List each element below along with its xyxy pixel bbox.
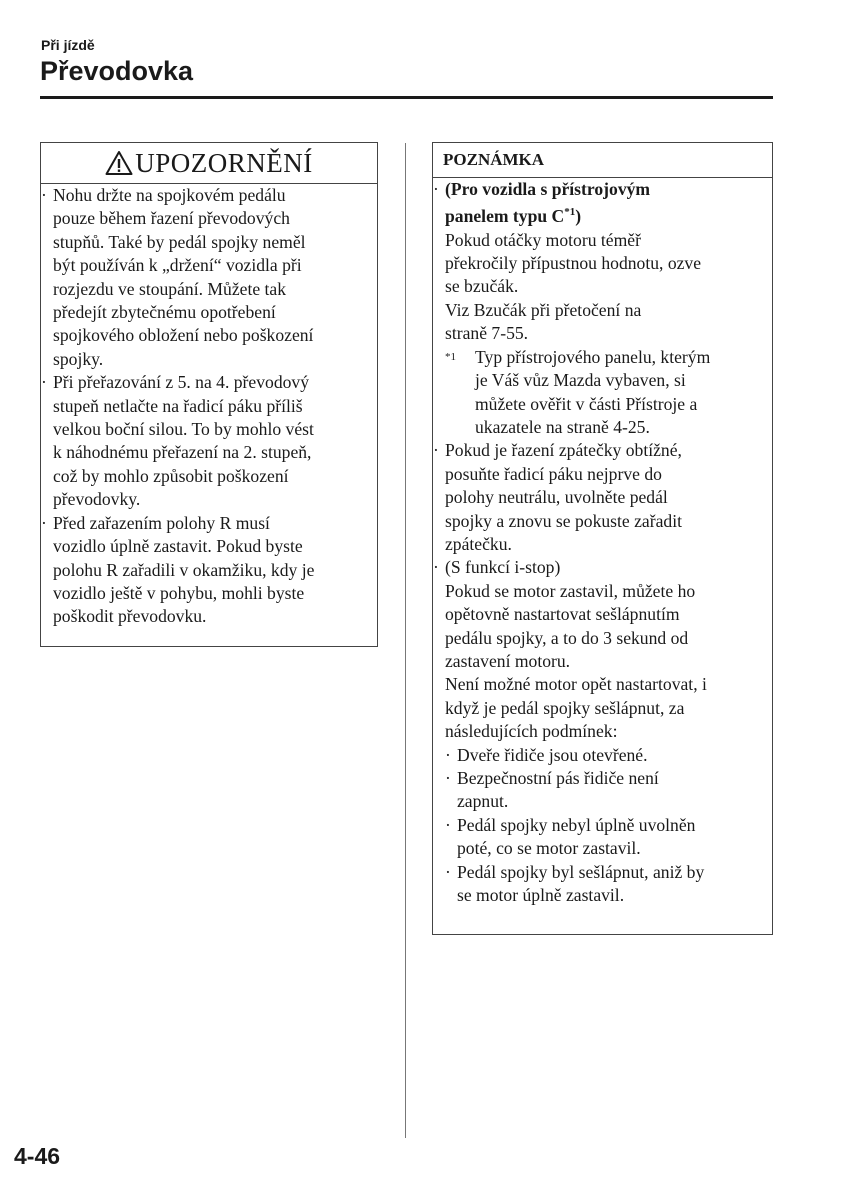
note-item-2	[433, 439, 772, 556]
note-line: zpátečku.	[445, 533, 512, 554]
footnote-line: je Váš vůz Mazda vybaven, si	[475, 370, 686, 391]
note-bold-line	[445, 201, 772, 228]
warning-line: stupňů. Také by pedál spojky neměl	[53, 231, 306, 252]
note-line: následujících podmínek:	[445, 721, 618, 742]
note-subline: · Dveře řidiče jsou otevřené.	[457, 744, 648, 765]
warning-line: předejít zbytečnému opotřebení	[53, 302, 276, 323]
note-item-1	[433, 178, 772, 439]
footnote-mark-text: *1	[445, 350, 456, 363]
section-label: Při jízdě	[41, 37, 95, 53]
page-number: 4-46	[14, 1143, 61, 1169]
warning-triangle-icon	[105, 150, 133, 176]
note-bold-text: panelem typu C	[445, 206, 565, 227]
warning-item-3	[41, 512, 377, 629]
footnote-ref: *1	[564, 206, 576, 219]
warning-title: UPOZORNĚNÍ	[135, 147, 313, 178]
header-rule	[40, 96, 773, 99]
note-bold-line: · (Pro vozidla s přístrojovým	[445, 179, 651, 199]
note-line: Pokud se motor zastavil, můžete ho	[445, 580, 696, 601]
note-line: posuňte řadicí páku nejprve do	[445, 463, 662, 484]
warning-line: · Nohu držte na spojkovém pedálu	[53, 185, 286, 205]
note-line: se bzučák.	[445, 276, 519, 297]
note-bold-text: )	[575, 206, 582, 227]
note-line: Není možné motor opět nastartovat, i	[445, 674, 707, 695]
note-line: · Pokud je řazení zpátečky obtížné,	[445, 440, 682, 461]
warning-line: polohu R zařadili v okamžiku, kdy je	[53, 559, 315, 580]
note-line: překročily přípustnou hodnotu, ozve	[445, 253, 702, 274]
page-title: Převodovka	[40, 56, 194, 86]
warning-header	[41, 143, 377, 184]
note-line: Pokud otáčky motoru téměř	[445, 229, 641, 250]
warning-line: stupeň netlačte na řadicí páku příliš	[53, 395, 303, 416]
note-subline: poté, co se motor zastavil.	[457, 838, 641, 859]
note-line: · (S funkcí i-stop)	[445, 557, 561, 578]
warning-line: převodovky.	[53, 489, 141, 510]
warning-box	[40, 142, 378, 647]
warning-line: vozidlo úplně zastavit. Pokud byste	[53, 536, 303, 557]
note-box	[432, 142, 773, 935]
warning-line: spojky.	[53, 348, 104, 369]
warning-line: vozidlo ještě v pohybu, mohli byste	[53, 582, 305, 603]
note-subline: se motor úplně zastavil.	[457, 885, 625, 906]
warning-line: rozjezdu ve stoupání. Můžete tak	[53, 278, 287, 299]
warning-line: pouze během řazení převodových	[53, 208, 290, 229]
note-item-3	[433, 556, 772, 907]
column-divider	[405, 143, 406, 1138]
note-subline: zapnut.	[457, 791, 509, 812]
note-line: když je pedál spojky sešlápnut, za	[445, 697, 685, 718]
warning-list	[41, 184, 377, 629]
note-line: straně 7-55.	[445, 323, 529, 344]
note-list	[433, 178, 772, 907]
warning-item-1	[41, 184, 377, 371]
warning-line: poškodit převodovku.	[53, 606, 207, 627]
note-subitem	[445, 814, 772, 861]
note-subline: · Pedál spojky byl sešlápnut, aniž by	[457, 861, 705, 882]
note-line: pedálu spojky, a to do 3 sekund od	[445, 627, 689, 648]
note-header: POZNÁMKA	[433, 143, 772, 178]
note-line: Viz Bzučák při přetočení na	[445, 299, 642, 320]
warning-line: spojkového obložení nebo poškození	[53, 325, 314, 346]
footnote-line: Typ přístrojového panelu, kterým	[475, 346, 711, 367]
note-line: zastavení motoru.	[445, 650, 571, 671]
footnote-line: ukazatele na straně 4-25.	[475, 416, 650, 437]
note-line: polohy neutrálu, uvolněte pedál	[445, 487, 668, 508]
note-subitem	[445, 861, 772, 908]
note-line: spojky a znovu se pokuste zařadit	[445, 510, 682, 531]
footnote	[445, 346, 772, 440]
warning-line: · Před zařazením polohy R musí	[53, 512, 270, 533]
note-sublist	[445, 744, 772, 908]
footnote-mark	[445, 346, 456, 373]
warning-line: být používán k „držení“ vozidla při	[53, 255, 302, 276]
footnote-line: můžete ověřit v části Přístroje a	[475, 393, 698, 414]
note-line: opětovně nastartovat sešlápnutím	[445, 604, 680, 625]
note-subitem	[445, 744, 772, 767]
warning-item-2	[41, 371, 377, 511]
warning-line: k náhodnému přeřazení na 2. stupeň,	[53, 442, 312, 463]
note-subline: · Bezpečnostní pás řidiče není	[457, 768, 659, 789]
warning-line: velkou boční silou. To by mohlo vést	[53, 419, 314, 440]
warning-line: což by mohlo způsobit poškození	[53, 465, 289, 486]
note-subline: · Pedál spojky nebyl úplně uvolněn	[457, 814, 696, 835]
note-subitem	[445, 767, 772, 814]
warning-line: · Při přeřazování z 5. na 4. převodový	[53, 372, 310, 393]
